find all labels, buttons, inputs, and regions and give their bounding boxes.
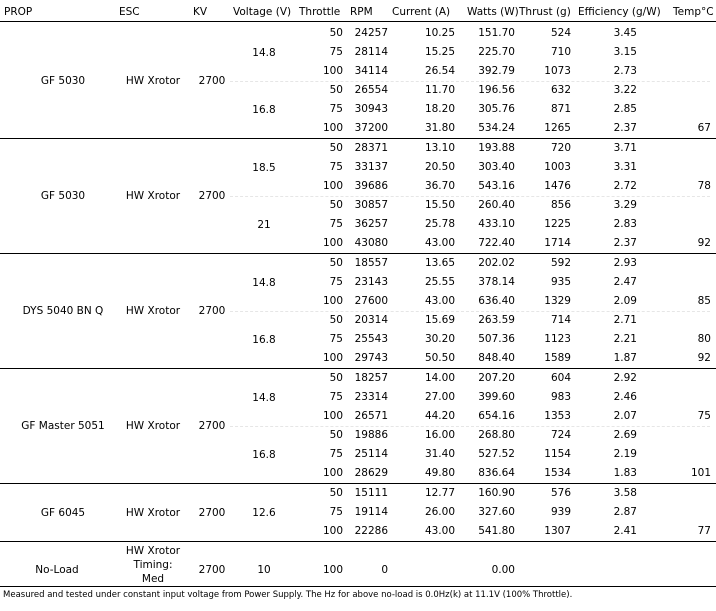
thrust-cell: 935	[550, 276, 571, 288]
thrust-cell: 1073	[544, 65, 571, 77]
throttle-cell: 100	[322, 295, 343, 307]
throttle-cell: 75	[329, 218, 343, 230]
throttle-cell: 50	[329, 199, 343, 211]
header-rpm: RPM	[350, 6, 373, 18]
rpm-cell: 23143	[354, 276, 388, 288]
efficiency-cell: 2.73	[613, 65, 637, 77]
current-cell: 30.20	[424, 333, 455, 345]
throttle-cell: 75	[329, 161, 343, 173]
rpm-cell: 27600	[354, 295, 388, 307]
current-cell: 13.10	[424, 142, 455, 154]
rpm-cell: 28629	[354, 467, 388, 479]
rpm-cell: 22286	[354, 525, 388, 537]
throttle-cell: 75	[329, 391, 343, 403]
kv-value: 2700	[198, 420, 226, 432]
thrust-cell: 1329	[544, 295, 571, 307]
throttle-cell: 100	[322, 352, 343, 364]
current-cell: 44.20	[424, 410, 455, 422]
thrust-cell: 856	[550, 199, 571, 211]
rpm-cell: 33137	[354, 161, 388, 173]
kv-value: 2700	[198, 75, 226, 87]
bottom-rule	[0, 586, 716, 587]
efficiency-cell: 2.69	[613, 429, 637, 441]
watts-cell: 225.70	[478, 46, 515, 58]
efficiency-cell: 2.93	[613, 257, 637, 269]
group-rule	[0, 368, 716, 369]
rpm-cell: 30943	[354, 103, 388, 115]
current-cell: 27.00	[424, 391, 455, 403]
throttle-cell: 75	[329, 46, 343, 58]
voltage-value: 16.8	[252, 333, 276, 346]
current-cell: 12.77	[424, 487, 455, 499]
efficiency-cell: 1.87	[613, 352, 637, 364]
current-cell: 15.69	[424, 314, 455, 326]
efficiency-cell: 2.71	[613, 314, 637, 326]
current-cell: 26.00	[424, 506, 455, 518]
temp-cell: 92	[697, 352, 711, 364]
thrust-cell: 1476	[544, 180, 571, 192]
watts-cell: 160.90	[478, 487, 515, 499]
throttle-cell: 100	[322, 525, 343, 537]
watts-cell: 202.02	[478, 257, 515, 269]
current-cell: 20.50	[424, 161, 455, 173]
thrust-cell: 1225	[544, 218, 571, 230]
watts-cell: 378.14	[478, 276, 515, 288]
current-cell: 31.80	[424, 122, 455, 134]
thrust-cell: 710	[550, 46, 571, 58]
thrust-cell: 1003	[544, 161, 571, 173]
current-cell: 15.25	[424, 46, 455, 58]
efficiency-cell: 2.47	[613, 276, 637, 288]
temp-cell: 78	[697, 180, 711, 192]
rpm-cell: 26554	[354, 84, 388, 96]
rpm-cell: 18257	[354, 372, 388, 384]
efficiency-cell: 3.31	[613, 161, 637, 173]
watts-cell: 534.24	[478, 122, 515, 134]
current-cell: 15.50	[424, 199, 455, 211]
thrust-cell: 1534	[544, 467, 571, 479]
prop-name: GF 5030	[40, 75, 86, 87]
throttle-cell: 50	[329, 372, 343, 384]
watts-cell: 392.79	[478, 65, 515, 77]
throttle-cell: 75	[329, 448, 343, 460]
rpm-cell: 26571	[354, 410, 388, 422]
throttle-cell: 100	[322, 180, 343, 192]
efficiency-cell: 2.92	[613, 372, 637, 384]
thrust-cell: 632	[550, 84, 571, 96]
rpm-cell: 18557	[354, 257, 388, 269]
voltage-value: 14.8	[252, 391, 276, 404]
current-cell: 43.00	[424, 295, 455, 307]
throttle-cell: 75	[329, 103, 343, 115]
temp-cell: 75	[697, 410, 711, 422]
current-cell: 36.70	[424, 180, 455, 192]
thrust-cell: 1714	[544, 237, 571, 249]
thrust-cell: 1307	[544, 525, 571, 537]
group-rule	[0, 541, 716, 542]
current-cell: 43.00	[424, 525, 455, 537]
efficiency-cell: 2.19	[613, 448, 637, 460]
row-separator	[230, 426, 710, 427]
throttle-cell: 100	[322, 410, 343, 422]
esc-name: HW Xrotor	[125, 305, 181, 317]
voltage-value: 16.8	[252, 448, 276, 461]
footnote: Measured and tested under constant input voltage from Power Supply. The Hz for above no-load is 0.0Hz(k) at 11.1V (100% Throttle).	[3, 590, 573, 600]
thrust-cell: 604	[550, 372, 571, 384]
voltage-value: 21	[257, 218, 271, 231]
watts-cell: 541.80	[478, 525, 515, 537]
watts-cell: 636.40	[478, 295, 515, 307]
rpm-cell: 34114	[354, 65, 388, 77]
row-separator	[230, 81, 710, 82]
throttle-cell: 50	[329, 84, 343, 96]
thrust-cell: 1265	[544, 122, 571, 134]
header-thrust: Thrust (g)	[519, 6, 571, 18]
group-rule	[0, 138, 716, 139]
throttle-cell: 50	[329, 27, 343, 39]
current-cell: 31.40	[424, 448, 455, 460]
throttle-cell: 100	[322, 237, 343, 249]
noload-prop: No-Load	[35, 564, 79, 576]
watts-cell: 543.16	[478, 180, 515, 192]
noload-watts: 0.00	[491, 564, 515, 576]
current-cell: 50.50	[424, 352, 455, 364]
efficiency-cell: 3.58	[613, 487, 637, 499]
efficiency-cell: 3.71	[613, 142, 637, 154]
efficiency-cell: 2.41	[613, 525, 637, 537]
watts-cell: 836.64	[478, 467, 515, 479]
thrust-cell: 1123	[544, 333, 571, 345]
thrust-cell: 1154	[544, 448, 571, 460]
noload-esc: HW Xrotor Timing: Med	[125, 545, 181, 585]
kv-value: 2700	[198, 190, 226, 202]
kv-value: 2700	[198, 506, 226, 519]
esc-name: HW Xrotor	[125, 190, 181, 202]
prop-name: GF 5030	[40, 190, 86, 202]
noload-rpm: 0	[381, 564, 388, 576]
rpm-cell: 19114	[354, 506, 388, 518]
rpm-cell: 29743	[354, 352, 388, 364]
watts-cell: 207.20	[478, 372, 515, 384]
thrust-cell: 1353	[544, 410, 571, 422]
voltage-value: 18.5	[252, 161, 276, 174]
esc-name: HW Xrotor	[125, 420, 181, 432]
header-throttle: Throttle	[299, 6, 341, 18]
header-voltage: Voltage (V)	[233, 6, 292, 18]
rpm-cell: 28114	[354, 46, 388, 58]
efficiency-cell: 3.22	[613, 84, 637, 96]
watts-cell: 527.52	[478, 448, 515, 460]
watts-cell: 305.76	[478, 103, 515, 115]
rpm-cell: 28371	[354, 142, 388, 154]
watts-cell: 327.60	[478, 506, 515, 518]
row-separator	[230, 311, 710, 312]
watts-cell: 399.60	[478, 391, 515, 403]
voltage-value: 14.8	[252, 46, 276, 59]
rpm-cell: 24257	[354, 27, 388, 39]
current-cell: 18.20	[424, 103, 455, 115]
header-current: Current (A)	[392, 6, 451, 18]
efficiency-cell: 2.37	[613, 237, 637, 249]
group-rule	[0, 253, 716, 254]
efficiency-cell: 2.07	[613, 410, 637, 422]
header-kv: KV	[193, 6, 208, 18]
throttle-cell: 100	[322, 65, 343, 77]
throttle-cell: 75	[329, 276, 343, 288]
temp-cell: 85	[697, 295, 711, 307]
rpm-cell: 25114	[354, 448, 388, 460]
efficiency-cell: 3.15	[613, 46, 637, 58]
throttle-cell: 50	[329, 429, 343, 441]
esc-name: HW Xrotor	[125, 75, 181, 87]
watts-cell: 722.40	[478, 237, 515, 249]
throttle-cell: 50	[329, 142, 343, 154]
current-cell: 13.65	[424, 257, 455, 269]
watts-cell: 263.59	[478, 314, 515, 326]
voltage-value: 14.8	[252, 276, 276, 289]
current-cell: 14.00	[424, 372, 455, 384]
current-cell: 11.70	[424, 84, 455, 96]
voltage-value: 16.8	[252, 103, 276, 116]
thrust-cell: 871	[550, 103, 571, 115]
rpm-cell: 19886	[354, 429, 388, 441]
header-prop: PROP	[4, 6, 33, 18]
watts-cell: 151.70	[478, 27, 515, 39]
efficiency-cell: 2.21	[613, 333, 637, 345]
current-cell: 10.25	[424, 27, 455, 39]
rpm-cell: 36257	[354, 218, 388, 230]
rpm-cell: 25543	[354, 333, 388, 345]
efficiency-cell: 1.83	[613, 467, 637, 479]
voltage-value: 12.6	[252, 506, 276, 519]
throttle-cell: 75	[329, 333, 343, 345]
current-cell: 16.00	[424, 429, 455, 441]
efficiency-cell: 2.83	[613, 218, 637, 230]
watts-cell: 193.88	[478, 142, 515, 154]
temp-cell: 67	[697, 122, 711, 134]
rpm-cell: 43080	[354, 237, 388, 249]
efficiency-cell: 2.87	[613, 506, 637, 518]
rpm-cell: 20314	[354, 314, 388, 326]
efficiency-cell: 2.09	[613, 295, 637, 307]
thrust-cell: 592	[550, 257, 571, 269]
rpm-cell: 37200	[354, 122, 388, 134]
header-efficiency: Efficiency (g/W)	[578, 6, 661, 18]
efficiency-cell: 2.46	[613, 391, 637, 403]
noload-voltage: 10	[257, 564, 271, 576]
temp-cell: 77	[697, 525, 711, 537]
temp-cell: 80	[697, 333, 711, 345]
rpm-cell: 23314	[354, 391, 388, 403]
thrust-cell: 939	[550, 506, 571, 518]
header-esc: ESC	[119, 6, 140, 18]
thrust-cell: 714	[550, 314, 571, 326]
row-separator	[230, 196, 710, 197]
thrust-cell: 576	[550, 487, 571, 499]
current-cell: 49.80	[424, 467, 455, 479]
thrust-cell: 524	[550, 27, 571, 39]
current-cell: 25.55	[424, 276, 455, 288]
noload-kv: 2700	[198, 564, 226, 576]
throttle-cell: 50	[329, 314, 343, 326]
header-temp: Temp°C	[673, 6, 714, 18]
watts-cell: 303.40	[478, 161, 515, 173]
thrust-cell: 720	[550, 142, 571, 154]
watts-cell: 507.36	[478, 333, 515, 345]
efficiency-cell: 2.72	[613, 180, 637, 192]
noload-throttle: 100	[322, 564, 343, 576]
temp-cell: 92	[697, 237, 711, 249]
prop-name: GF 6045	[40, 506, 86, 519]
watts-cell: 260.40	[478, 199, 515, 211]
throttle-cell: 50	[329, 257, 343, 269]
thrust-cell: 983	[550, 391, 571, 403]
rpm-cell: 39686	[354, 180, 388, 192]
header-rule	[0, 21, 716, 22]
thrust-cell: 1589	[544, 352, 571, 364]
group-rule	[0, 483, 716, 484]
prop-name: GF Master 5051	[21, 420, 105, 432]
efficiency-cell: 3.29	[613, 199, 637, 211]
thrust-cell: 724	[550, 429, 571, 441]
efficiency-cell: 3.45	[613, 27, 637, 39]
temp-cell: 101	[690, 467, 711, 479]
esc-name: HW Xrotor	[125, 506, 181, 519]
kv-value: 2700	[198, 305, 226, 317]
watts-cell: 196.56	[478, 84, 515, 96]
current-cell: 26.54	[424, 65, 455, 77]
throttle-cell: 75	[329, 506, 343, 518]
header-watts: Watts (W)	[467, 6, 519, 18]
watts-cell: 433.10	[478, 218, 515, 230]
throttle-cell: 50	[329, 487, 343, 499]
throttle-cell: 100	[322, 122, 343, 134]
current-cell: 25.78	[424, 218, 455, 230]
prop-name: DYS 5040 BN Q	[22, 305, 104, 317]
throttle-cell: 100	[322, 467, 343, 479]
rpm-cell: 15111	[354, 487, 388, 499]
watts-cell: 848.40	[478, 352, 515, 364]
current-cell: 43.00	[424, 237, 455, 249]
rpm-cell: 30857	[354, 199, 388, 211]
efficiency-cell: 2.85	[613, 103, 637, 115]
efficiency-cell: 2.37	[613, 122, 637, 134]
watts-cell: 654.16	[478, 410, 515, 422]
watts-cell: 268.80	[478, 429, 515, 441]
